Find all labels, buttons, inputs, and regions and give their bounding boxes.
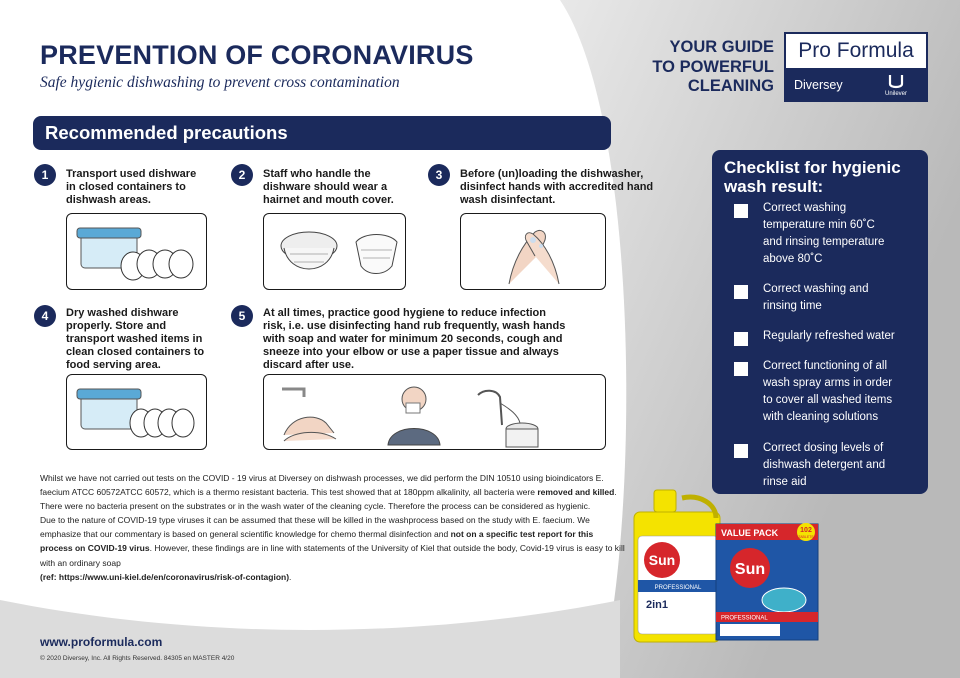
pro-formula-logo bbox=[784, 32, 928, 102]
box-banner: VALUE PACK bbox=[721, 528, 779, 538]
hairnet-mask-icon bbox=[264, 214, 406, 290]
box-line: PROFESSIONAL bbox=[721, 615, 768, 622]
checklist-item: Correct washing and rinsing time bbox=[734, 281, 924, 315]
bottle-label: 2in1 bbox=[646, 599, 669, 611]
checkbox[interactable] bbox=[734, 362, 748, 376]
box-count: 102 bbox=[800, 527, 812, 534]
website-link[interactable]: www.proformula.com bbox=[40, 635, 163, 649]
step-5-illustration bbox=[263, 374, 606, 450]
tablet-box bbox=[716, 523, 818, 640]
section-banner: Recommended precautions bbox=[33, 116, 611, 150]
unilever-u-icon bbox=[887, 73, 905, 91]
checkbox[interactable] bbox=[734, 204, 748, 218]
container-dishes-icon bbox=[67, 214, 207, 290]
diversey-logo: Diversey bbox=[794, 78, 843, 92]
page-subtitle: Safe hygienic dishwashing to prevent cross contamination bbox=[40, 74, 400, 91]
hygiene-practices-icon bbox=[264, 375, 606, 450]
disclaimer-reference: (ref: https://www.uni-kiel.de/en/coronavirus/risk-of-contagion). bbox=[40, 571, 292, 582]
box-brand: Sun bbox=[734, 561, 766, 578]
step-2-number: 2 bbox=[231, 164, 253, 186]
checklist-item: Regularly refreshed water bbox=[734, 328, 924, 346]
clean-container-icon bbox=[67, 375, 207, 450]
bottle-line: PROFESSIONAL bbox=[654, 585, 702, 591]
step-1-illustration bbox=[66, 213, 207, 290]
step-2-illustration bbox=[263, 213, 406, 290]
step-1-text: Transport used dishware in closed containers to dishwash areas. bbox=[66, 168, 197, 206]
page-title: PREVENTION OF CORONAVIRUS bbox=[40, 40, 474, 70]
checklist-item: Correct functioning of all wash spray arms in order to cover all washed items with cleaning solutions bbox=[734, 358, 924, 426]
step-4-number: 4 bbox=[34, 305, 56, 327]
detergent-bottle bbox=[634, 490, 720, 642]
guide-tagline: YOUR GUIDE TO POWERFUL CLEANING bbox=[652, 38, 774, 95]
checklist-title: Checklist for hygienic wash result: bbox=[724, 158, 901, 196]
checkbox[interactable] bbox=[734, 444, 748, 458]
step-1-number: 1 bbox=[34, 164, 56, 186]
checklist-panel bbox=[712, 150, 928, 494]
step-3-illustration bbox=[460, 213, 606, 290]
brand-name: Pro Formula bbox=[798, 39, 914, 62]
unilever-logo: Unilever bbox=[876, 70, 916, 100]
disclaimer-text bbox=[40, 471, 628, 584]
sun-products-image bbox=[624, 484, 824, 644]
step-4-text: Dry washed dishware properly. Store and transport washed items in clean closed containers to food serving area. bbox=[66, 307, 205, 371]
box-count-label: TABLETS bbox=[798, 535, 814, 539]
disclaimer-paragraph-2: Due to the nature of COVID-19 type viruses it can be assumed that these will be killed in the washprocess based on the study with E. faecium. We emphasize that our commentary is based on general scientific knowledge for chemo thermal disinfection and not on a specific test report for this process on COVID-19 virus. However, these findings are in line with statements of the University of Kiel that outside the body, Covid-19 virus is easy to kill with an ordinary soap bbox=[40, 515, 625, 568]
step-5-text: At all times, practice good hygiene to reduce infection risk, i.e. use disinfecting hand rub frequently, wash hands with soap and water for minimum 20 seconds, cough and sneeze into your elbow or use a paper tissue and always discard after use. bbox=[263, 307, 566, 371]
checkbox[interactable] bbox=[734, 285, 748, 299]
step-3-number: 3 bbox=[428, 164, 450, 186]
copyright-text: © 2020 Diversey, Inc. All Rights Reserved. 84305 en MASTER 4/20 bbox=[40, 655, 235, 662]
step-4-illustration bbox=[66, 374, 207, 450]
disclaimer-paragraph-1: Whilst we have not carried out tests on the COVID - 19 virus at Diversey on dishwash processes, we did perform the DIN 10510 using bioindicators E. faecium ATCC 60572ATCC 60572, which is a thermo resistant bacteria. This test showed that at 180ppm alkalinity, all bacteria were removed and killed. There were no bacteria present on the substrates or in the wash water of the cleaning cycle. Therefore the process can be considered as hygienic. bbox=[40, 473, 617, 512]
step-3-text: Before (un)loading the dishwasher, disinfect hands with accredited hand wash disinfectant. bbox=[460, 168, 654, 206]
checkbox[interactable] bbox=[734, 332, 748, 346]
checklist-item: Correct dosing levels of dishwash detergent and rinse aid bbox=[734, 440, 924, 491]
bottle-brand: Sun bbox=[648, 552, 676, 568]
checklist-item: Correct washing temperature min 60˚C and rinsing temperature above 80˚C bbox=[734, 200, 924, 268]
step-2-text: Staff who handle the dishware should wear a hairnet and mouth cover. bbox=[263, 168, 394, 206]
step-5-number: 5 bbox=[231, 305, 253, 327]
hand-disinfect-icon bbox=[461, 214, 606, 290]
